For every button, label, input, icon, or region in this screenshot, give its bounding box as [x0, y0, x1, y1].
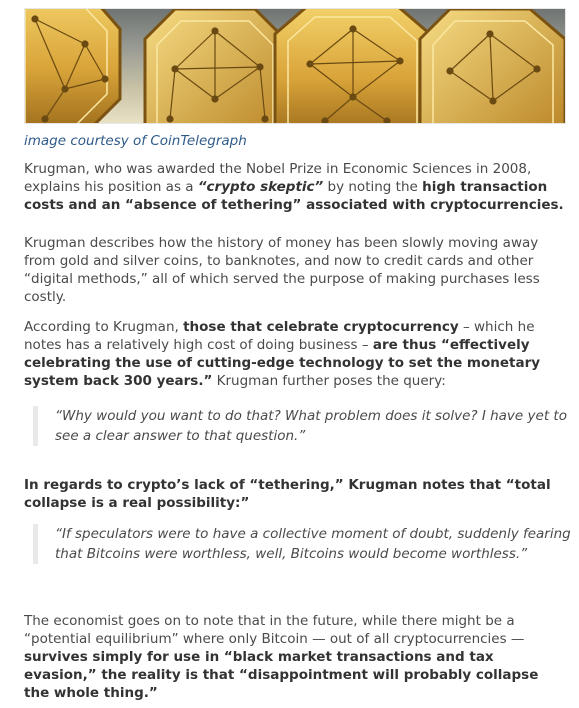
coin-center-right	[275, 9, 430, 123]
p1-text-a: Krugman, who was awarded the Nobel Prize in Economic Sciences in 2008, explains his position as a	[24, 161, 532, 195]
p1-bold-costs: high transaction costs and an “absence of tethering” associated with cryptocurrencies.	[24, 179, 564, 213]
p3-bold-quote: are thus “effectively celebrating the use of cutting-edge technology to set the monetary system back 300 years.”	[24, 337, 541, 389]
coin-right	[420, 9, 565, 123]
p1-text-c: by noting the	[323, 179, 423, 195]
p3-text-c: – which he notes has a relatively high cost of doing business –	[24, 319, 535, 353]
paragraph-5	[24, 612, 564, 702]
p3-bold-celebrate: those that celebrate cryptocurrency	[183, 319, 459, 335]
p3-text-a: According to Krugman,	[24, 319, 184, 335]
blockquote-1	[33, 406, 575, 446]
blockquote-1-text: “Why would you want to do that? What problem does it solve? I have yet to see a clear answer to that question.”	[55, 408, 567, 444]
coin-left	[25, 9, 120, 123]
paragraph-1	[24, 160, 564, 214]
blockquote-2-text: “If speculators were to have a collective moment of doubt, suddenly fearing that Bitcoins were worthless, well, Bitcoins would become worthless.”	[55, 526, 571, 562]
coin-center-left	[145, 9, 285, 123]
blockquote-2	[33, 524, 575, 564]
paragraph-3	[24, 318, 564, 390]
coin-photo-icon	[25, 9, 565, 123]
p3-text-e: Krugman further poses the query:	[212, 373, 446, 389]
p1-crypto-skeptic: “crypto skeptic”	[197, 179, 324, 195]
image-caption: image courtesy of CoinTelegraph	[24, 133, 247, 149]
p5-text-a: The economist goes on to note that in the future, while there might be a “potential equilibrium” where only Bitcoin — out of all cryptocurrencies —	[24, 613, 525, 647]
p5-bold-conclusion: survives simply for use in “black market transactions and tax evasion,” the reality is that “disappointment will probably collapse the whole thing.”	[24, 649, 539, 701]
paragraph-4: In regards to crypto’s lack of “tethering,” Krugman notes that “total collapse is a real possibility:”	[24, 477, 551, 511]
paragraph-2: Krugman describes how the history of money has been slowly moving away from gold and silver coins, to banknotes, and now to credit cards and other “digital methods,” all of which served the purpose of making purchases less costly.	[24, 235, 540, 305]
hero-image	[24, 8, 566, 124]
